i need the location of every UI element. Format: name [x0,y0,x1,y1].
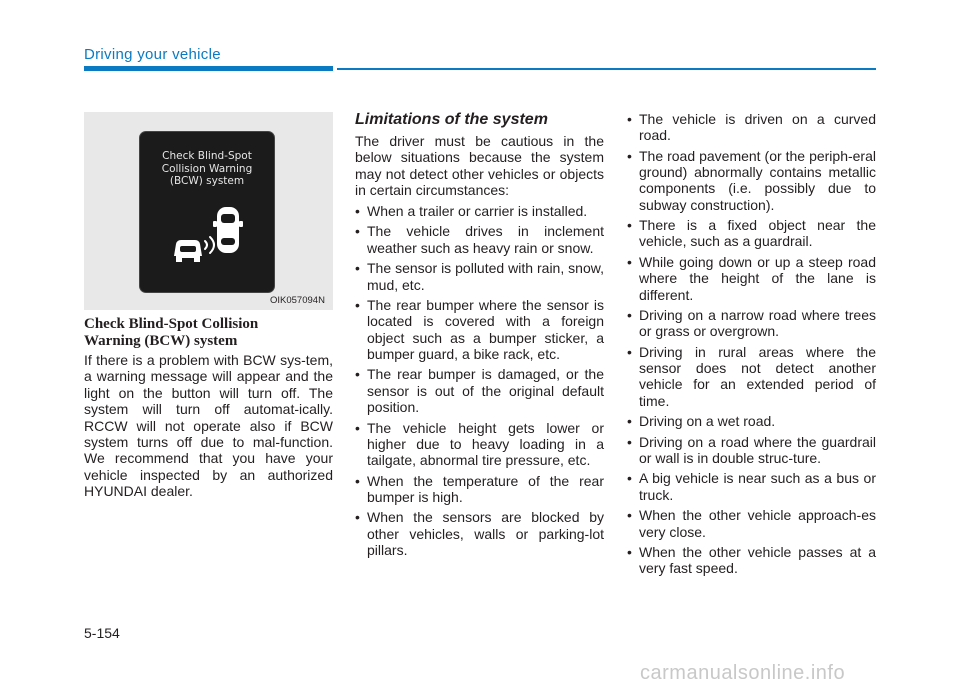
header-rule-thick [84,66,333,71]
screen-warning-text: Check Blind-Spot Collision Warning (BCW) system [161,150,253,187]
header-rule-thin [337,68,876,70]
list-item: • Driving on a wet road. [627,413,876,429]
list-item: • The vehicle height gets lower or higher due to heavy loading in a tailgate, abnormal tire pressure, etc. [355,420,604,469]
page-number: 5-154 [84,625,120,641]
limitations-title: Limitations of the system [355,111,548,128]
car-front-icon [174,240,202,262]
list-item: • The sensor is polluted with rain, snow, mud, etc. [355,260,604,293]
list-item: • When the sensors are blocked by other vehicles, walls or parking-lot pillars. [355,509,604,558]
limitations-intro: The driver must be cautious in the below situations because the system may not detect other vehicles or objects in certain circumstances: [355,133,604,199]
limitations-list-col2 [627,111,876,581]
limitations-list-col1 [355,203,604,562]
list-item: • While going down or up a steep road where the height of the lane is different. [627,254,876,303]
list-item: • Driving on a narrow road where trees or grass or overgrown. [627,307,876,340]
list-item: • The rear bumper is damaged, or the sensor is out of the original default position. [355,366,604,415]
bcw-warning-heading: Check Blind-Spot Collision Warning (BCW) system [84,316,259,349]
list-item: • When a trailer or carrier is installed. [355,203,604,219]
bcw-warning-body: If there is a problem with BCW sys-tem, a warning message will appear and the light on the button will turn off. The system will turn off automat-ically. RCCW will not operate also if BCW system turns off due to mal-function. We recommend that you have your vehicle inspected by an authorized HYUNDAI dealer. [84,352,333,500]
figure-code: OIK057094N [270,295,325,306]
list-item: • There is a fixed object near the vehicle, such as a guardrail. [627,217,876,250]
list-item: • The vehicle drives in inclement weather such as heavy rain or snow. [355,223,604,256]
watermark-text: carmanualsonline.info [640,662,846,684]
list-item: • When the other vehicle approach-es very close. [627,507,876,540]
list-item: • The rear bumper where the sensor is located is covered with a foreign object such as a bumper sticker, a bumper guard, a bike rack, etc. [355,297,604,362]
bcw-illustration [140,132,274,292]
list-item: • Driving on a road where the guardrail or wall is in double struc-ture. [627,434,876,467]
list-item: • The road pavement (or the periph-eral ground) abnormally contains metallic components (i.e. possibly due to subway construction). [627,148,876,213]
cluster-screen [139,131,275,293]
list-item: • A big vehicle is near such as a bus or truck. [627,470,876,503]
list-item: • Driving in rural areas where the sensor does not detect another vehicle for an extended period of time. [627,344,876,409]
signal-wave-icon [205,237,214,253]
list-item: • When the other vehicle passes at a very fast speed. [627,544,876,577]
list-item: • When the temperature of the rear bumper is high. [355,473,604,506]
header-title: Driving your vehicle [84,46,221,63]
car-rear-icon [213,207,243,253]
list-item: • The vehicle is driven on a curved road. [627,111,876,144]
